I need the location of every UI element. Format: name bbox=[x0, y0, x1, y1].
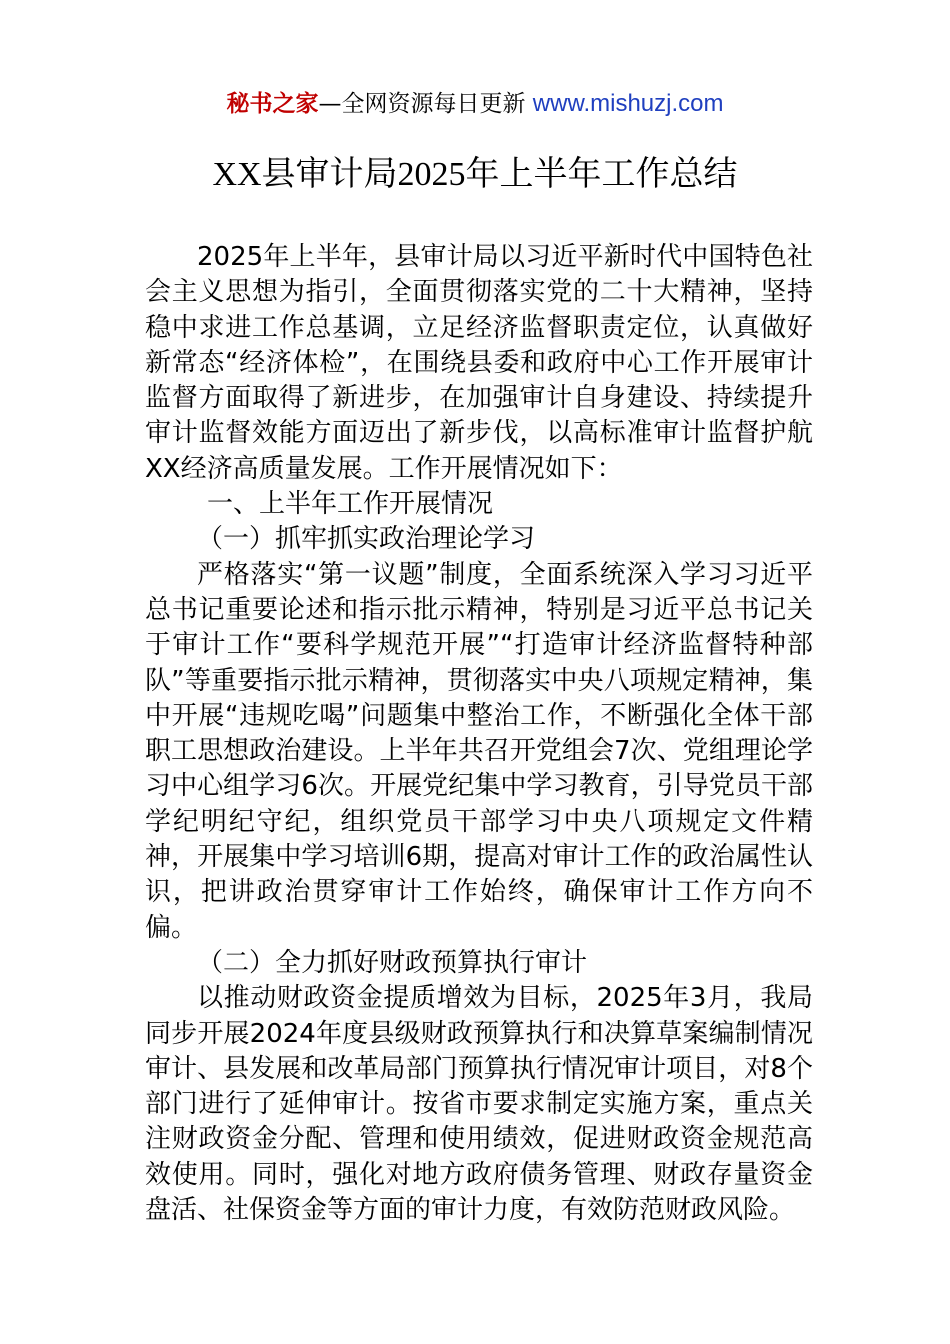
section-heading-1: 一、上半年工作开展情况 bbox=[207, 489, 494, 520]
body-paragraph-1: 严格落实“第一议题”制度，全面系统深入学习习近平总书记重要论述和指示批示精神，特别是习近平总书记关于审计工作“要科学规范开展”“打造审计经济监督特种部队”等重要指示批示精神，贯彻落实中央八项规定精神，集中开展“违规吃喝”问题集中整治工作，不断强化全体干部职工思想政治建设。上半年共召开党组会7次、党组理论学习中心组学习6次。开展党纪集中学习教育，引导党员干部学纪明纪守纪，组织党员干部学习中央八项规定文件精神，开展集中学习培训6期，提高对审计工作的政治属性认识，把讲政治贯穿审计工作始终，确保审计工作方向不偏。 bbox=[145, 559, 813, 943]
document-body bbox=[145, 240, 813, 1228]
site-header bbox=[0, 86, 950, 122]
site-url-link[interactable]: www.mishuzj.com bbox=[532, 90, 724, 117]
brand-name: 秘书之家 bbox=[226, 91, 319, 117]
document-title: XX县审计局2025年上半年工作总结 bbox=[212, 156, 738, 193]
subsection-heading-1: （一）抓牢抓实政治理论学习 bbox=[197, 524, 536, 555]
header-tagline: —全网资源每日更新 bbox=[318, 91, 533, 117]
body-paragraph-2: 以推动财政资金提质增效为目标，2025年3月，我局同步开展2024年度县级财政预算执行和决算草案编制情况审计、县发展和改革局部门预算执行情况审计项目，对8个部门进行了延伸审计。按省市要求制定实施方案，重点关注财政资金分配、管理和使用绩效，促进财政资金规范高效使用。同时，强化对地方政府债务管理、财政存量资金盘活、社保资金等方面的审计力度，有效防范财政风险。 bbox=[145, 983, 813, 1226]
subsection-heading-2: （二）全力抓好财政预算执行审计 bbox=[197, 947, 588, 978]
intro-paragraph: 2025年上半年，县审计局以习近平新时代中国特色社会主义思想为指引，全面贯彻落实党的二十大精神，坚持稳中求进工作总基调，立足经济监督职责定位，认真做好新常态“经济体检”，在围绕县委和政府中心工作开展审计监督方面取得了新进步，在加强审计自身建设、持续提升审计监督效能方面迈出了新步伐，以高标准审计监督护航XX经济高质量发展。工作开展情况如下： bbox=[145, 242, 813, 484]
